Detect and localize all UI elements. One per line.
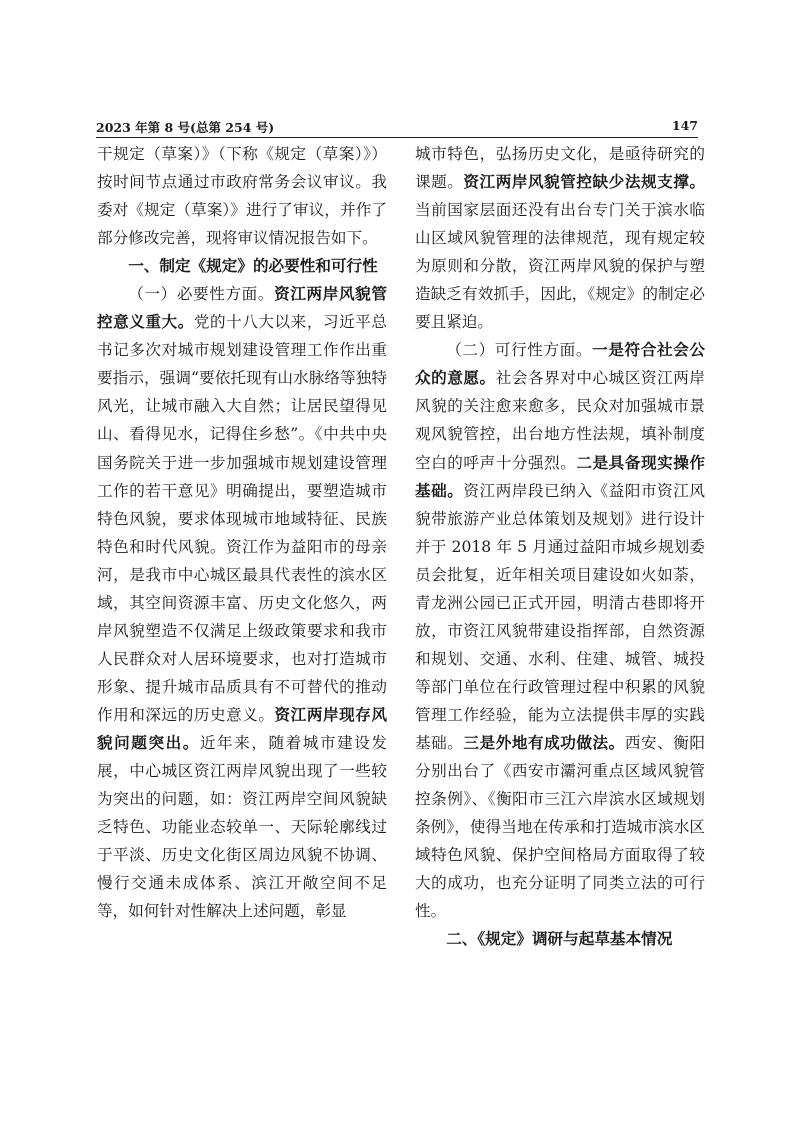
subsection-label: （二）可行性方面。 (446, 341, 593, 360)
issue-label: 2023 年第 8 号(总第 254 号) (96, 120, 275, 135)
right-column (415, 140, 705, 953)
section-heading: 二、《规定》调研与起草基本情况 (446, 930, 673, 949)
paragraph: （二）可行性方面。一是符合社会公众的意愿。社会各界对中心城区资江两岸风貌的关注愈来愈多，民众对加强城市景观风貌管控，出台地方性法规，填补制度空白的呼声十分强烈。二是具备现实操作基础。资江两岸段已纳入《益阳市资江风貌带旅游产业总体策划及规划》进行设计并于 2018 年 5 月通过益阳市城乡规划委员会批复，近年相关项目建设如火如荼，青龙洲公园已正式开园，明清古巷即将开放，市资江风貌带建设指挥部，自然资源和规划、交通、水利、住建、城管、城投等部门单位在行政管理过程中积累的风貌管理工作经验，能为立法提供丰厚的实践基础。三是外地有成功做法。西安、衡阳分别出台了《西安市灞河重点区域风貌管控条例》、《衡阳市三江六岸滨水区域规划条例》，使得当地在传承和打造城市滨水区域特色风貌、保护空间格局方面取得了较大的成功，也充分证明了同类立法的可行性。 (415, 340, 705, 921)
bold-lead: 一是符合社会公众的意愿。 (415, 340, 705, 388)
page-number: 147 (671, 118, 698, 133)
paragraph: 城市特色，弘扬历史文化，是亟待研究的课题。资江两岸风貌管控缺少法规支撑。当前国家层面还没有出台专门关于滨水临山区域风貌管理的法律规范，现有规定较为原则和分散，资江两岸风貌的保护与塑造缺乏有效抓手，因此，《规定》的制定必要且紧迫。 (415, 145, 705, 332)
bold-lead: 三是外地有成功做法。 (463, 732, 625, 752)
bold-lead: 资江两岸风貌管控意义重大。 (97, 284, 387, 332)
subsection-label: （一）必要性方面。 (128, 285, 275, 304)
bold-lead: 资江两岸现存风貌问题突出。 (97, 704, 387, 752)
left-column (97, 140, 387, 925)
bold-lead: 二是具备现实操作基础。 (415, 452, 705, 500)
paragraph: （一）必要性方面。资江两岸风貌管控意义重大。党的十八大以来，习近平总书记多次对城市规划建设管理工作作出重要指示，强调“要依托现有山水脉络等独特风光，让城市融入大自然；让居民望得见山、看得见水，记得住乡愁”。《中共中央国务院关于进一步加强城市规划建设管理工作的若干意见》明确提出，要塑造城市特色风貌，要求体现城市地域特征、民族特色和时代风貌。资江作为益阳市的母亲河，是我市中心城区最具代表性的滨水区域，其空间资源丰富、历史文化悠久，两岸风貌塑造不仅满足上级政策要求和我市人民群众对人居环境要求，也对打造城市形象、提升城市品质具有不可替代的推动作用和深远的历史意义。资江两岸现存风貌问题突出。近年来，随着城市建设发展，中心城区资江两岸风貌出现了一些较为突出的问题，如：资江两岸空间风貌缺乏特色、功能业态较单一、天际轮廓线过于平淡、历史文化街区周边风貌不协调、慢行交通未成体系、滨江开敞空间不足等，如何针对性解决上述问题，彰显 (97, 284, 387, 921)
paragraph: 干规定（草案）》（下称《规定（草案）》）按时间节点通过市政府常务会议审议。我委对《规定（草案）》进行了审议，并作了部分修改完善，现将审议情况报告如下。 (97, 145, 387, 248)
header-rule (96, 137, 698, 138)
page-header (96, 118, 698, 138)
bold-lead: 资江两岸风貌管控缺少法规支撑。 (463, 172, 705, 192)
section-heading: 一、制定《规定》的必要性和可行性 (128, 257, 378, 276)
